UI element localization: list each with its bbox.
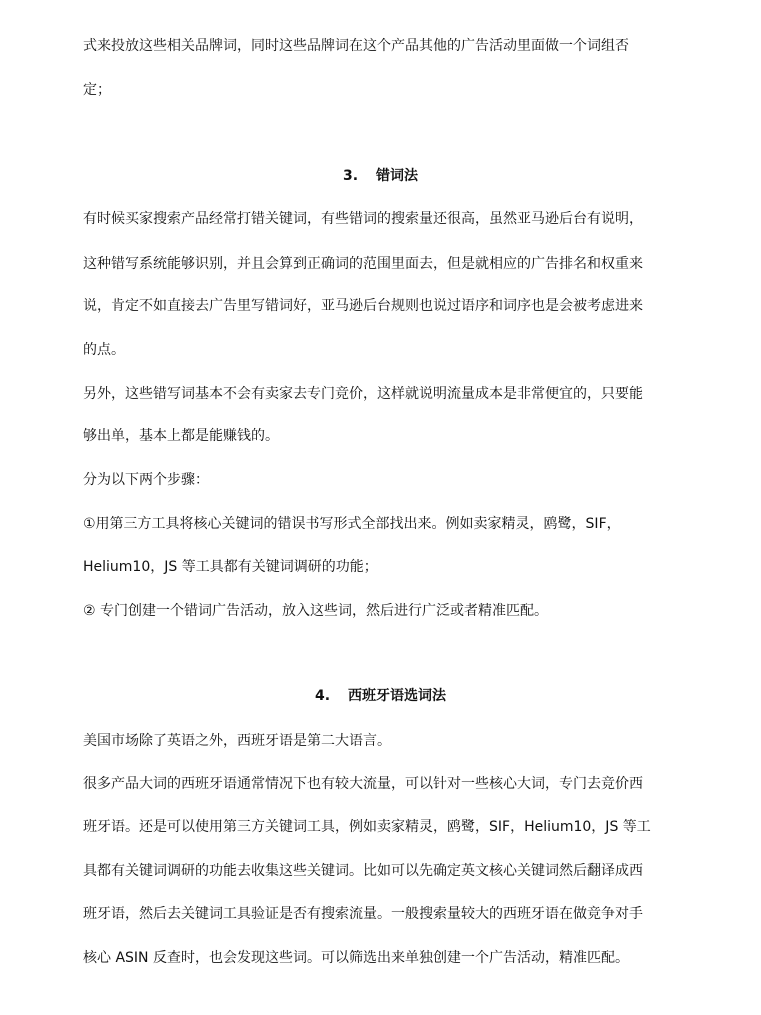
section-3-paragraph-1-line-2: 这种错写系统能够识别，并且会算到正确词的范围里面去，但是就相应的广告排名和权重来: [83, 256, 643, 272]
section-3-paragraph-1-line-3: 说，肯定不如直接去广告里写错词好，亚马逊后台规则也说过语序和词序也是会被考虑进来: [83, 298, 643, 314]
section-3-paragraph-2-line-2: 够出单，基本上都是能赚钱的。: [83, 428, 279, 444]
section-4-paragraph-2-line-4: 班牙语，然后去关键词工具验证是否有搜索流量。一般搜索量较大的西班牙语在做竞争对手: [83, 906, 643, 922]
section-3-step-2: ② 专门创建一个错词广告活动，放入这些词，然后进行广泛或者精准匹配。: [83, 603, 548, 619]
section-3-heading: [0, 166, 761, 186]
section-4-title: 西班牙语选词法: [348, 688, 447, 704]
intro-line-2: 定；: [83, 82, 111, 98]
section-3-number: 3.: [342, 168, 359, 184]
section-3-paragraph-1-line-4: 的点。: [83, 342, 125, 358]
section-4-paragraph-2-line-5: 核心 ASIN 反查时，也会发现这些词。可以筛选出来单独创建一个广告活动，精准匹配。: [83, 950, 629, 966]
intro-line-1: 式来投放这些相关品牌词，同时这些品牌词在这个产品其他的广告活动里面做一个词组否: [83, 38, 629, 54]
section-3-step-1-line-1: ①用第三方工具将核心关键词的错误书写形式全部找出来。例如卖家精灵，鸥鹭，SIF，: [83, 516, 621, 532]
section-4-paragraph-2-line-2: 班牙语。还是可以使用第三方关键词工具，例如卖家精灵，鸥鹭，SIF，Helium10，JS 等工: [83, 819, 651, 835]
section-3-paragraph-2-line-1: 另外，这些错写词基本不会有卖家去专门竞价，这样就说明流量成本是非常便宜的，只要能: [83, 386, 643, 402]
section-3-step-1-line-2: Helium10，JS 等工具都有关键词调研的功能；: [83, 559, 378, 575]
section-4-paragraph-2-line-1: 很多产品大词的西班牙语通常情况下也有较大流量，可以针对一些核心大词，专门去竞价西: [83, 776, 643, 792]
section-4-paragraph-1: 美国市场除了英语之外，西班牙语是第二大语言。: [83, 733, 391, 749]
section-4-heading: [0, 686, 761, 706]
section-3-paragraph-1-line-1: 有时候买家搜索产品经常打错关键词，有些错词的搜索量还很高，虽然亚马逊后台有说明，: [83, 211, 643, 227]
section-3-title: 错词法: [376, 168, 419, 184]
section-3-steps-intro: 分为以下两个步骤：: [83, 472, 209, 488]
section-4-paragraph-2-line-3: 具都有关键词调研的功能去收集这些关键词。比如可以先确定英文核心关键词然后翻译成西: [83, 863, 643, 879]
section-4-number: 4.: [314, 688, 331, 704]
